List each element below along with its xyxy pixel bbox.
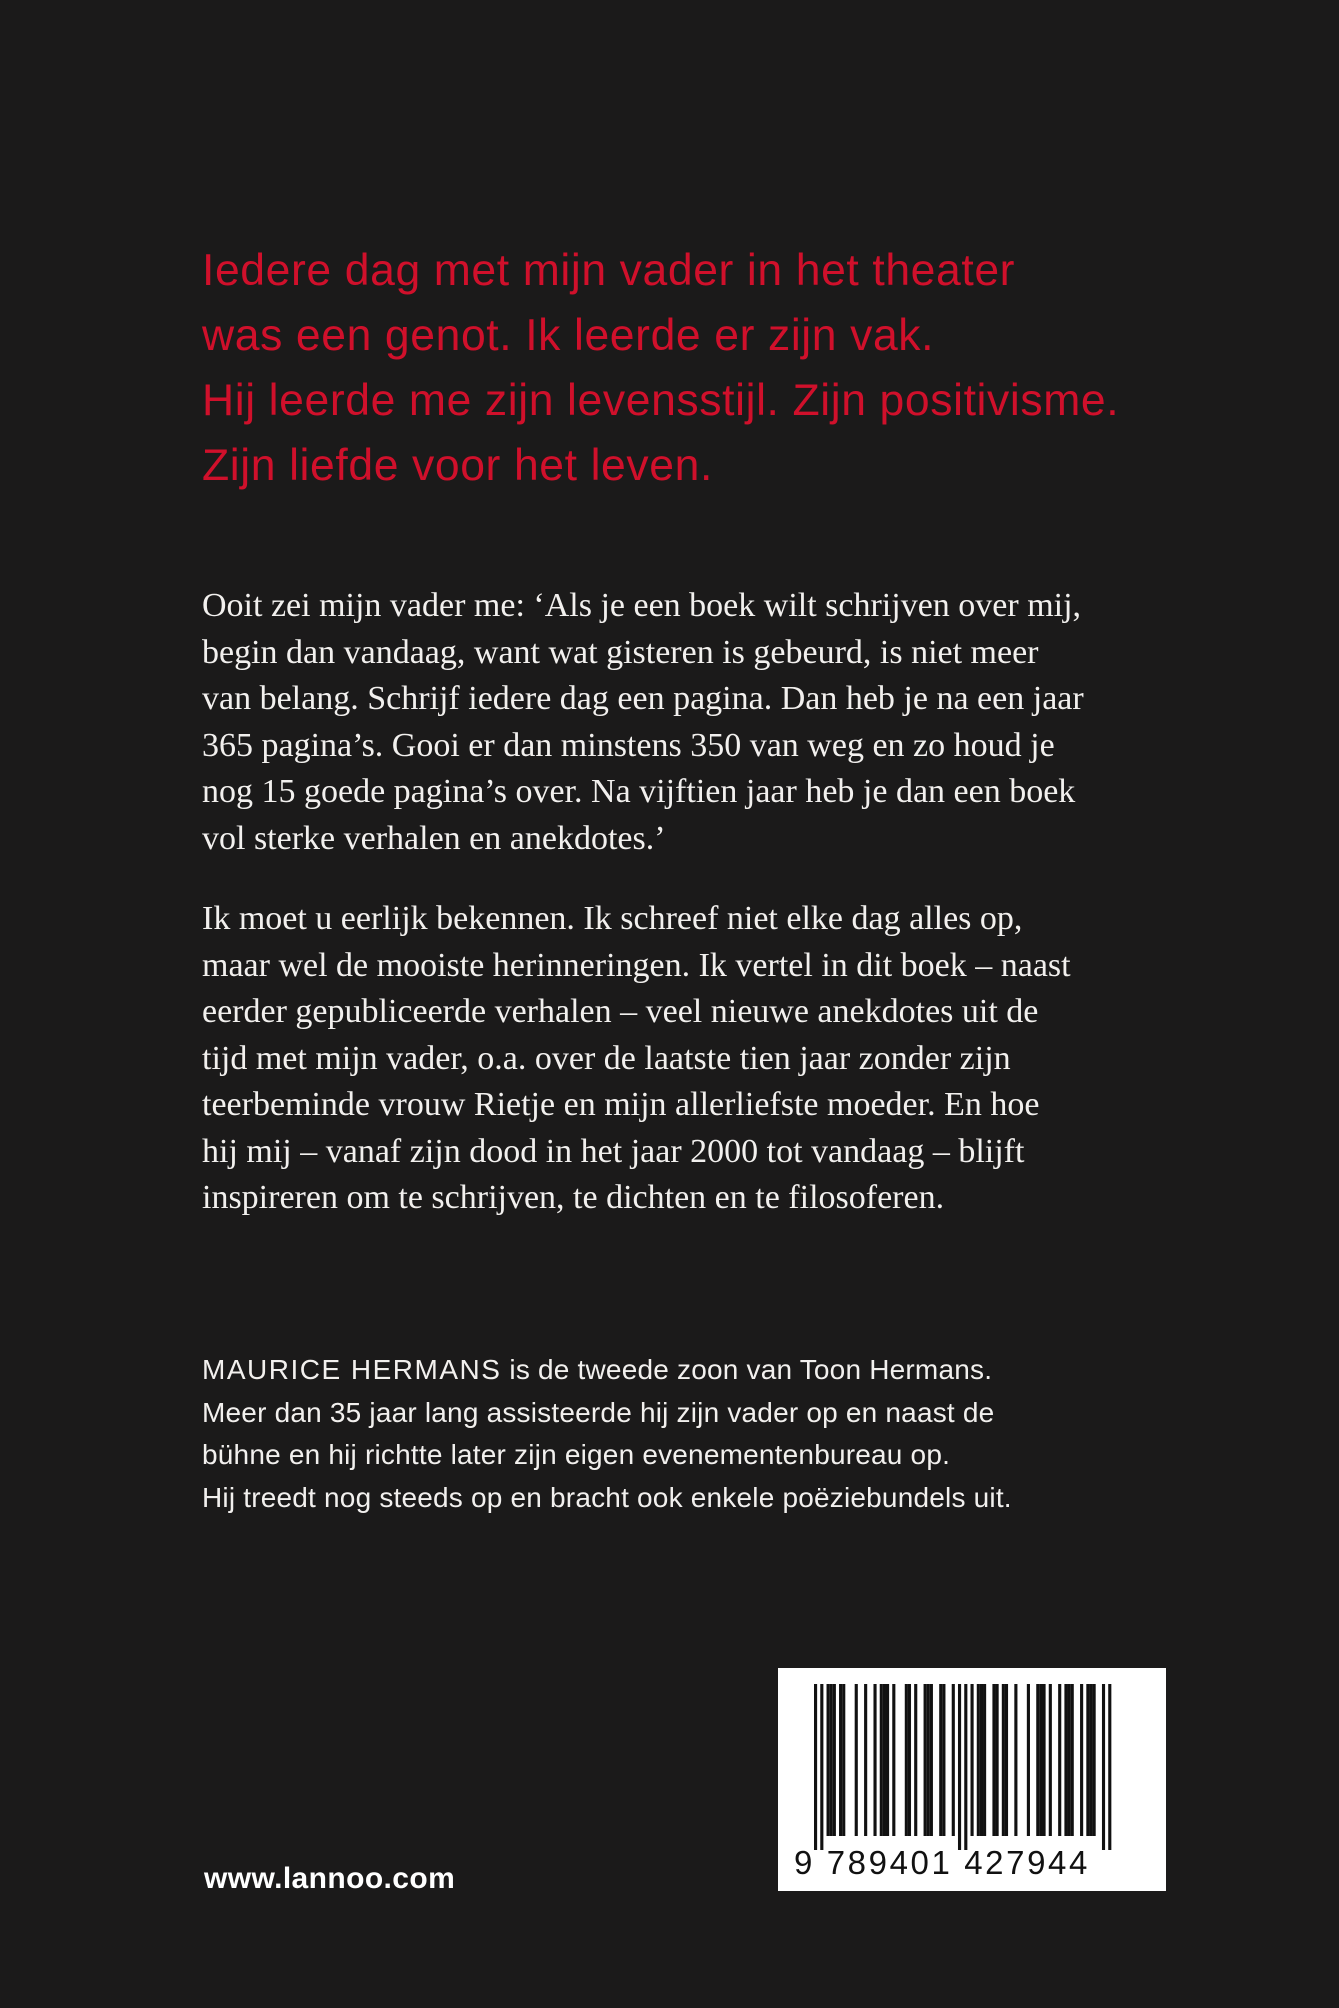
- barcode-bar: [1042, 1684, 1045, 1836]
- barcode-bar: [914, 1684, 917, 1836]
- barcode-bar: [1002, 1684, 1005, 1836]
- blurb-line: inspireren om te schrijven, te dichten en te filosoferen.: [202, 1179, 945, 1216]
- blurb-line: maar wel de mooiste herinneringen. Ik vertel in dit boek – naast: [202, 946, 1071, 984]
- blurb-line: teerbeminde vrouw Rietje en mijn allerliefste moeder. En hoe: [202, 1086, 1040, 1123]
- blurb-line: eerder gepubliceerde verhalen – veel nieuwe anekdotes uit de: [202, 993, 1039, 1030]
- barcode-bar: [1093, 1684, 1096, 1836]
- barcode-bar: [892, 1684, 895, 1836]
- barcode-bar: [830, 1684, 833, 1836]
- barcode-bar: [983, 1684, 986, 1836]
- blurb-line: van belang. Schrijf iedere dag een pagina. Dan heb je na een jaar: [202, 680, 1084, 717]
- barcode-bar: [1108, 1684, 1111, 1850]
- barcode-bar: [927, 1684, 930, 1836]
- barcode-bar: [1064, 1684, 1067, 1836]
- isbn-number: 9 789401 427944: [794, 1844, 1090, 1881]
- blurb-line: vol sterke verhalen en anekdotes.’: [202, 819, 666, 857]
- author-bio: [202, 1349, 1202, 1519]
- barcode-bar: [1071, 1684, 1074, 1836]
- blurb-line: Ooit zei mijn vader me: ‘Als je een boek wilt schrijven over mij,: [202, 587, 1082, 624]
- barcode-bar: [924, 1684, 927, 1836]
- quote-line: was een genot. Ik leerde er zijn vak.: [202, 311, 935, 360]
- pull-quote: [202, 238, 1242, 498]
- barcode-bar: [952, 1684, 955, 1836]
- barcode-bar: [958, 1684, 961, 1850]
- barcode-bar: [883, 1684, 886, 1836]
- quote-line: Zijn liefde voor het leven.: [202, 441, 713, 490]
- barcode-bar: [880, 1684, 883, 1836]
- barcode-bar: [827, 1684, 830, 1836]
- blurb-line: tijd met mijn vader, o.a. over de laatste tien jaar zonder zijn: [202, 1039, 1011, 1077]
- bio-first-line-text: is de tweede zoon van Toon Hermans.: [501, 1354, 993, 1385]
- blurb-paragraph-1: [202, 583, 1162, 862]
- bio-line: Hij treedt nog steeds op en bracht ook enkele poëziebundels uit.: [202, 1481, 1012, 1513]
- barcode-bar: [964, 1684, 967, 1850]
- blurb-line: Ik moet u eerlijk bekennen. Ik schreef niet elke dag alles op,: [202, 900, 1023, 937]
- barcode-bar: [942, 1684, 945, 1836]
- barcode-bar: [971, 1684, 974, 1836]
- barcode-bar: [908, 1684, 911, 1836]
- barcode-bar: [980, 1684, 983, 1836]
- bio-line: [202, 1349, 1202, 1392]
- barcode-bar: [930, 1684, 933, 1836]
- barcode-bar: [820, 1684, 823, 1850]
- publisher-website: www.lannoo.com: [204, 1862, 456, 1895]
- barcode-bar: [939, 1684, 942, 1836]
- barcode-bar: [855, 1684, 858, 1836]
- barcode-bar: [814, 1684, 817, 1850]
- barcode-bar: [1058, 1684, 1061, 1836]
- barcode-bar: [996, 1684, 999, 1836]
- quote-line: Hij leerde me zijn levensstijl. Zijn positivisme.: [202, 376, 1120, 425]
- bio-line: bühne en hij richtte later zijn eigen evenementenbureau op.: [202, 1439, 951, 1470]
- barcode-bar: [1027, 1684, 1030, 1836]
- blurb-line: hij mij – vanaf zijn dood in het jaar 2000 tot vandaag – blijft: [202, 1132, 1025, 1170]
- barcode-bar: [1049, 1684, 1052, 1836]
- barcode-bar: [992, 1684, 995, 1836]
- barcode-bar: [1039, 1684, 1042, 1836]
- barcode-bar: [886, 1684, 889, 1836]
- barcode-bar: [905, 1684, 908, 1836]
- barcode-bar: [1102, 1684, 1105, 1850]
- quote-line: Iedere dag met mijn vader in het theater: [202, 246, 1016, 295]
- barcode-bar: [1086, 1684, 1089, 1836]
- barcode-bar: [977, 1684, 980, 1836]
- barcode-bar: [1080, 1684, 1083, 1836]
- blurb-line: nog 15 goede pagina’s over. Na vijftien jaar heb je dan een boek: [202, 773, 1076, 810]
- blurb-line: 365 pagina’s. Gooi er dan minstens 350 van weg en zo houd je: [202, 726, 1055, 764]
- barcode-bar: [873, 1684, 876, 1836]
- blurb-line: begin dan vandaag, want wat gisteren is gebeurd, is niet meer: [202, 633, 1039, 671]
- barcode-bar: [1005, 1684, 1008, 1836]
- barcode-bar: [1014, 1684, 1017, 1836]
- barcode-bar: [864, 1684, 867, 1836]
- barcode-bar: [842, 1684, 845, 1836]
- barcode-bar: [1036, 1684, 1039, 1836]
- author-name: MAURICE HERMANS: [202, 1354, 502, 1385]
- barcode-bar: [833, 1684, 836, 1836]
- barcode-bar: [1089, 1684, 1092, 1836]
- isbn-barcode: [778, 1668, 1166, 1891]
- barcode-bar: [839, 1684, 842, 1836]
- barcode-bar: [1068, 1684, 1071, 1836]
- bio-line: Meer dan 35 jaar lang assisteerde hij zijn vader op en naast de: [202, 1396, 995, 1428]
- blurb-paragraph-2: [202, 896, 1162, 1222]
